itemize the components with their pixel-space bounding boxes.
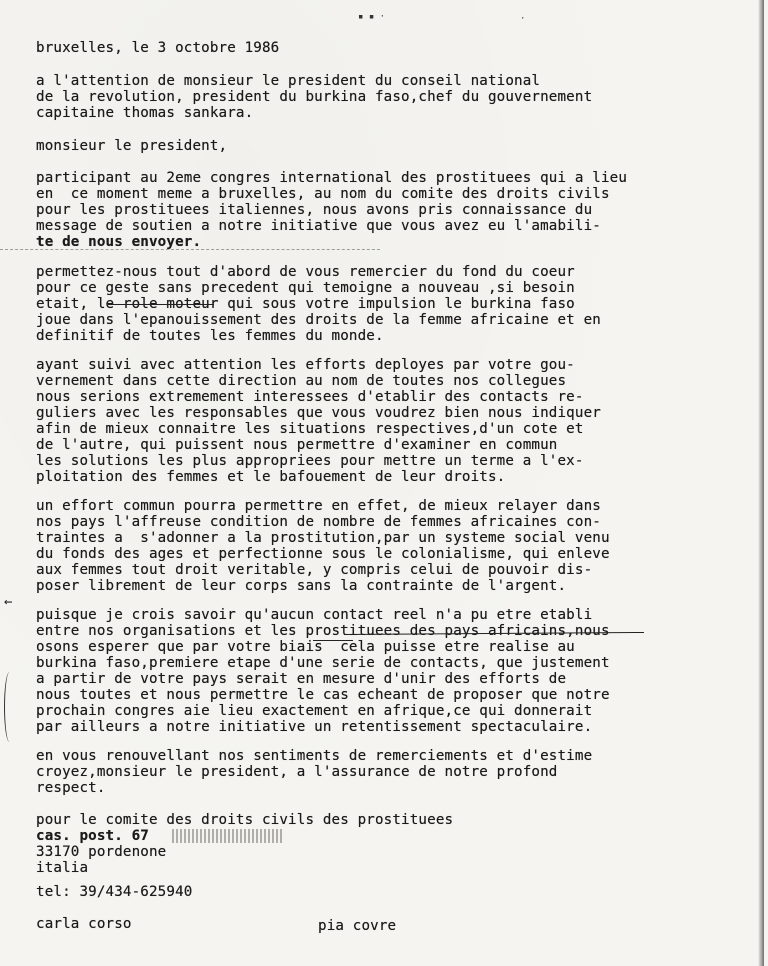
paragraph-line: joue dans l'epanouissement des droits de la femme africaine et en xyxy=(36,312,601,328)
address-line: a l'attention de monsieur le president du conseil national xyxy=(36,73,541,89)
paragraph-line: puisque je crois savoir qu'aucun contact reel n'a pu etre etabli xyxy=(36,607,593,623)
sender-line: pour le comite des droits civils des prostituees xyxy=(36,812,454,828)
paragraph-line: les solutions les plus appropriees pour mettre un terme a l'ex- xyxy=(36,453,584,469)
signatory-name: carla corso xyxy=(36,916,132,932)
paragraph-line: entre nos organisations et les prostituees des pays africains,nous xyxy=(36,623,610,639)
phone-number: tel: 39/434-625940 xyxy=(36,884,193,900)
margin-bracket-mark xyxy=(4,672,15,742)
paragraph-line: participant au 2eme congres international des prostituees qui a lieu xyxy=(36,170,628,186)
paragraph-line: nos pays l'affreuse condition de nombre de femmes africaines con- xyxy=(36,514,601,530)
address-line: capitaine thomas sankara. xyxy=(36,105,254,121)
sender-line: 33170 pordenone xyxy=(36,844,167,860)
paragraph-line: prochain congres aie lieu exactement en afrique,ce qui donnerait xyxy=(36,703,593,719)
signatory-name: pia covre xyxy=(318,918,397,934)
paragraph-line: en ce moment meme a bruxelles, au nom du comite des droits civils xyxy=(36,186,610,202)
paragraph-line: guliers avec les responsables que vous voudrez bien nous indiquer xyxy=(36,405,601,421)
paragraph-line: message de soutien a notre initiative que vous avez eu l'amabili- xyxy=(36,218,601,234)
scan-specks: ▪ ▪ · xyxy=(358,12,386,22)
paragraph-line: traintes a s'adonner a la prostitution,par un systeme social venu xyxy=(36,530,610,546)
page-edge-shadow xyxy=(758,0,764,966)
sender-line: italia xyxy=(36,860,89,876)
paragraph-line: respect. xyxy=(36,780,106,796)
margin-arrow-icon: ← xyxy=(4,594,13,610)
handwritten-underline xyxy=(108,304,214,305)
paragraph-line: en vous renouvellant nos sentiments de remerciements et d'estime xyxy=(36,748,593,764)
paragraph-line: te de nous envoyer. xyxy=(36,234,202,250)
paragraph-line: ayant suivi avec attention les efforts deployes par votre gou- xyxy=(36,357,575,373)
paragraph-line: osons esperer que par votre biais cela puisse etre realise au xyxy=(36,639,575,655)
address-line: de la revolution, president du burkina faso,chef du gouvernement xyxy=(36,89,593,105)
paragraph-line: du fonds des ages et perfectionne sous le colonialisme, qui enleve xyxy=(36,546,610,562)
paragraph-line: nous serions extremement interessees d'etablir des contacts re- xyxy=(36,389,584,405)
paragraph-line: ploitation des femmes et le bafouement de leur droits. xyxy=(36,469,506,485)
paragraph-line: pour ce geste sans precedent qui temoigne a nouveau ,si besoin xyxy=(36,280,575,296)
paragraph-line: vernement dans cette direction au nom de toutes nos collegues xyxy=(36,373,567,389)
paragraph-line: burkina faso,premiere etape d'une serie de contacts, que justement xyxy=(36,655,610,671)
dateline: bruxelles, le 3 octobre 1986 xyxy=(36,40,280,56)
paragraph-line: afin de mieux connaitre les situations respectives,d'un cote et xyxy=(36,421,584,437)
sender-line: cas. post. 67 xyxy=(36,828,149,844)
paragraph-line: a partir de votre pays serait en mesure d'unir des efforts de xyxy=(36,671,567,687)
paragraph-line: poser librement de leur corps sans la contrainte de l'argent. xyxy=(36,578,567,594)
paragraph-line: croyez,monsieur le president, a l'assurance de notre profond xyxy=(36,764,558,780)
ink-smudge xyxy=(172,829,282,843)
paragraph-line: par ailleurs a notre initiative un retentissement spectaculaire. xyxy=(36,719,593,735)
paragraph-line: aux femmes tout droit veritable, y compris celui de pouvoir dis- xyxy=(36,562,593,578)
scan-artifact-line xyxy=(0,249,380,250)
paragraph-line: de l'autre, qui puissent nous permettre d'examiner en commun xyxy=(36,437,558,453)
paragraph-line: definitif de toutes les femmes du monde. xyxy=(36,328,384,344)
salutation: monsieur le president, xyxy=(36,138,228,154)
paragraph-line: pour les prostituees italiennes, nous avons pris connaissance du xyxy=(36,202,593,218)
paragraph-line: nous toutes et nous permettre le cas echeant de proposer que notre xyxy=(36,687,610,703)
paragraph-line: etait, le role moteur qui sous votre impulsion le burkina faso xyxy=(36,296,575,312)
paragraph-line: un effort commun pourra permettre en effet, de mieux relayer dans xyxy=(36,498,601,514)
scan-specks: · xyxy=(520,14,526,24)
paragraph-line: permettez-nous tout d'abord de vous remercier du fond du coeur xyxy=(36,264,575,280)
handwritten-strikethrough xyxy=(313,640,353,641)
